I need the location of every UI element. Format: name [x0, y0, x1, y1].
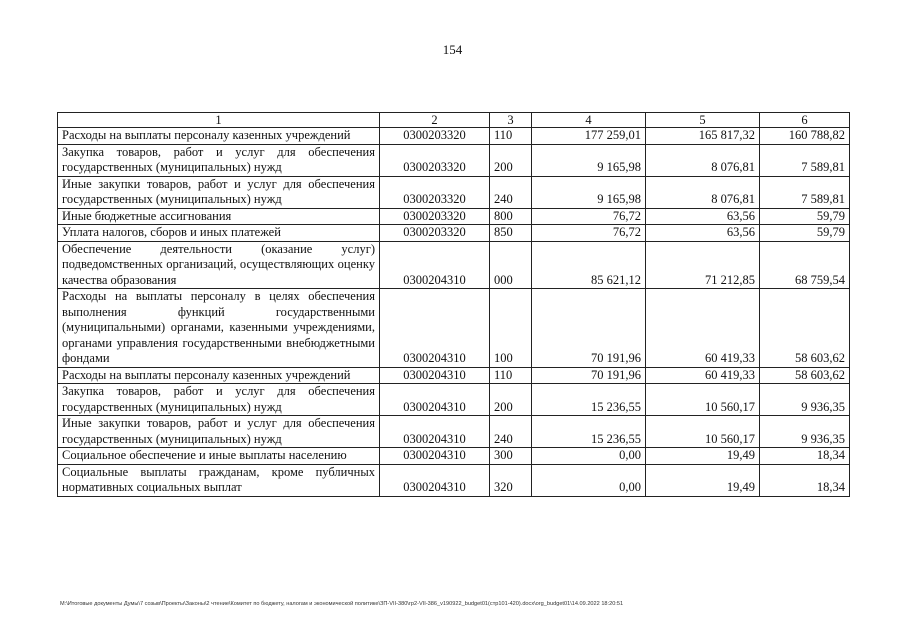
row-expense-type: 320	[490, 464, 532, 496]
row-expense-type: 850	[490, 225, 532, 242]
row-value-col6: 7 589,81	[760, 144, 850, 176]
row-value-col6: 59,79	[760, 208, 850, 225]
row-value-col4: 76,72	[532, 225, 646, 242]
row-value-col5: 10 560,17	[646, 416, 760, 448]
table-row	[58, 241, 850, 289]
row-name: Иные закупки товаров, работ и услуг для обеспечения государственных (муниципальных) нужд	[58, 176, 380, 208]
row-value-col5: 60 419,33	[646, 289, 760, 368]
table-row	[58, 144, 850, 176]
table-header-row	[58, 113, 850, 128]
row-name: Закупка товаров, работ и услуг для обеспечения государственных (муниципальных) нужд	[58, 144, 380, 176]
row-value-col4: 9 165,98	[532, 176, 646, 208]
row-value-col5: 60 419,33	[646, 367, 760, 384]
row-target-code: 0300203320	[380, 225, 490, 242]
row-expense-type: 100	[490, 289, 532, 368]
row-name: Социальные выплаты гражданам, кроме публичных нормативных социальных выплат	[58, 464, 380, 496]
row-value-col4: 15 236,55	[532, 384, 646, 416]
row-target-code: 0300204310	[380, 464, 490, 496]
row-value-col6: 58 603,62	[760, 367, 850, 384]
document-file-path: M:\Итоговые документы Думы\7 созыв\Проекты\Законы\2 чтение\Комитет по бюджету, налогам и экономической политике\ЗП-VII-380\гр2-VII-386_v190922_budget01(стр101-420).docx\org_budget01\14.09.2022 18:20:51	[60, 601, 624, 607]
row-name: Иные бюджетные ассигнования	[58, 208, 380, 225]
row-target-code: 0300204310	[380, 289, 490, 368]
row-value-col4: 85 621,12	[532, 241, 646, 289]
row-value-col6: 9 936,35	[760, 416, 850, 448]
column-header-4: 4	[532, 113, 646, 128]
page-number: 154	[442, 42, 463, 57]
row-name: Закупка товаров, работ и услуг для обеспечения государственных (муниципальных) нужд	[58, 384, 380, 416]
row-name: Расходы на выплаты персоналу в целях обеспечения выполнения функций государственными (муниципальными) органами, казенными учреждениями, органами управления государственными внебюджетными фондами	[58, 289, 380, 368]
table-row	[58, 448, 850, 465]
row-expense-type: 300	[490, 448, 532, 465]
row-value-col4: 15 236,55	[532, 416, 646, 448]
table-row	[58, 176, 850, 208]
row-value-col5: 10 560,17	[646, 384, 760, 416]
row-value-col5: 63,56	[646, 225, 760, 242]
row-target-code: 0300204310	[380, 416, 490, 448]
row-value-col6: 59,79	[760, 225, 850, 242]
row-value-col5: 19,49	[646, 448, 760, 465]
row-name: Уплата налогов, сборов и иных платежей	[58, 225, 380, 242]
row-expense-type: 240	[490, 416, 532, 448]
row-value-col4: 0,00	[532, 464, 646, 496]
table-row	[58, 384, 850, 416]
table-row	[58, 225, 850, 242]
row-value-col4: 0,00	[532, 448, 646, 465]
column-header-2: 2	[380, 113, 490, 128]
row-value-col6: 58 603,62	[760, 289, 850, 368]
row-value-col5: 63,56	[646, 208, 760, 225]
row-expense-type: 200	[490, 144, 532, 176]
row-value-col6: 68 759,54	[760, 241, 850, 289]
row-value-col6: 18,34	[760, 464, 850, 496]
row-target-code: 0300203320	[380, 128, 490, 145]
row-name: Расходы на выплаты персоналу казенных учреждений	[58, 367, 380, 384]
row-expense-type: 200	[490, 384, 532, 416]
row-value-col4: 9 165,98	[532, 144, 646, 176]
row-value-col4: 70 191,96	[532, 289, 646, 368]
row-value-col6: 7 589,81	[760, 176, 850, 208]
row-value-col5: 8 076,81	[646, 176, 760, 208]
table-row	[58, 464, 850, 496]
table-row	[58, 128, 850, 145]
column-header-1: 1	[58, 113, 380, 128]
row-target-code: 0300204310	[380, 367, 490, 384]
row-value-col6: 160 788,82	[760, 128, 850, 145]
row-value-col6: 18,34	[760, 448, 850, 465]
row-target-code: 0300203320	[380, 208, 490, 225]
row-name: Обеспечение деятельности (оказание услуг) подведомственных организаций, осуществляющих оценку качества образования	[58, 241, 380, 289]
row-value-col6: 9 936,35	[760, 384, 850, 416]
row-value-col5: 71 212,85	[646, 241, 760, 289]
row-name: Социальное обеспечение и иные выплаты населению	[58, 448, 380, 465]
table-row	[58, 367, 850, 384]
row-expense-type: 800	[490, 208, 532, 225]
table-row	[58, 208, 850, 225]
row-target-code: 0300203320	[380, 144, 490, 176]
column-header-5: 5	[646, 113, 760, 128]
row-value-col4: 177 259,01	[532, 128, 646, 145]
row-name: Расходы на выплаты персоналу казенных учреждений	[58, 128, 380, 145]
row-expense-type: 000	[490, 241, 532, 289]
row-target-code: 0300203320	[380, 176, 490, 208]
row-expense-type: 240	[490, 176, 532, 208]
row-value-col4: 76,72	[532, 208, 646, 225]
row-value-col5: 19,49	[646, 464, 760, 496]
column-header-3: 3	[490, 113, 532, 128]
row-expense-type: 110	[490, 128, 532, 145]
row-value-col5: 165 817,32	[646, 128, 760, 145]
column-header-6: 6	[760, 113, 850, 128]
row-target-code: 0300204310	[380, 448, 490, 465]
table-row	[58, 289, 850, 368]
row-value-col5: 8 076,81	[646, 144, 760, 176]
row-name: Иные закупки товаров, работ и услуг для обеспечения государственных (муниципальных) нужд	[58, 416, 380, 448]
row-expense-type: 110	[490, 367, 532, 384]
row-target-code: 0300204310	[380, 241, 490, 289]
budget-table	[57, 112, 850, 497]
row-value-col4: 70 191,96	[532, 367, 646, 384]
row-target-code: 0300204310	[380, 384, 490, 416]
table-row	[58, 416, 850, 448]
